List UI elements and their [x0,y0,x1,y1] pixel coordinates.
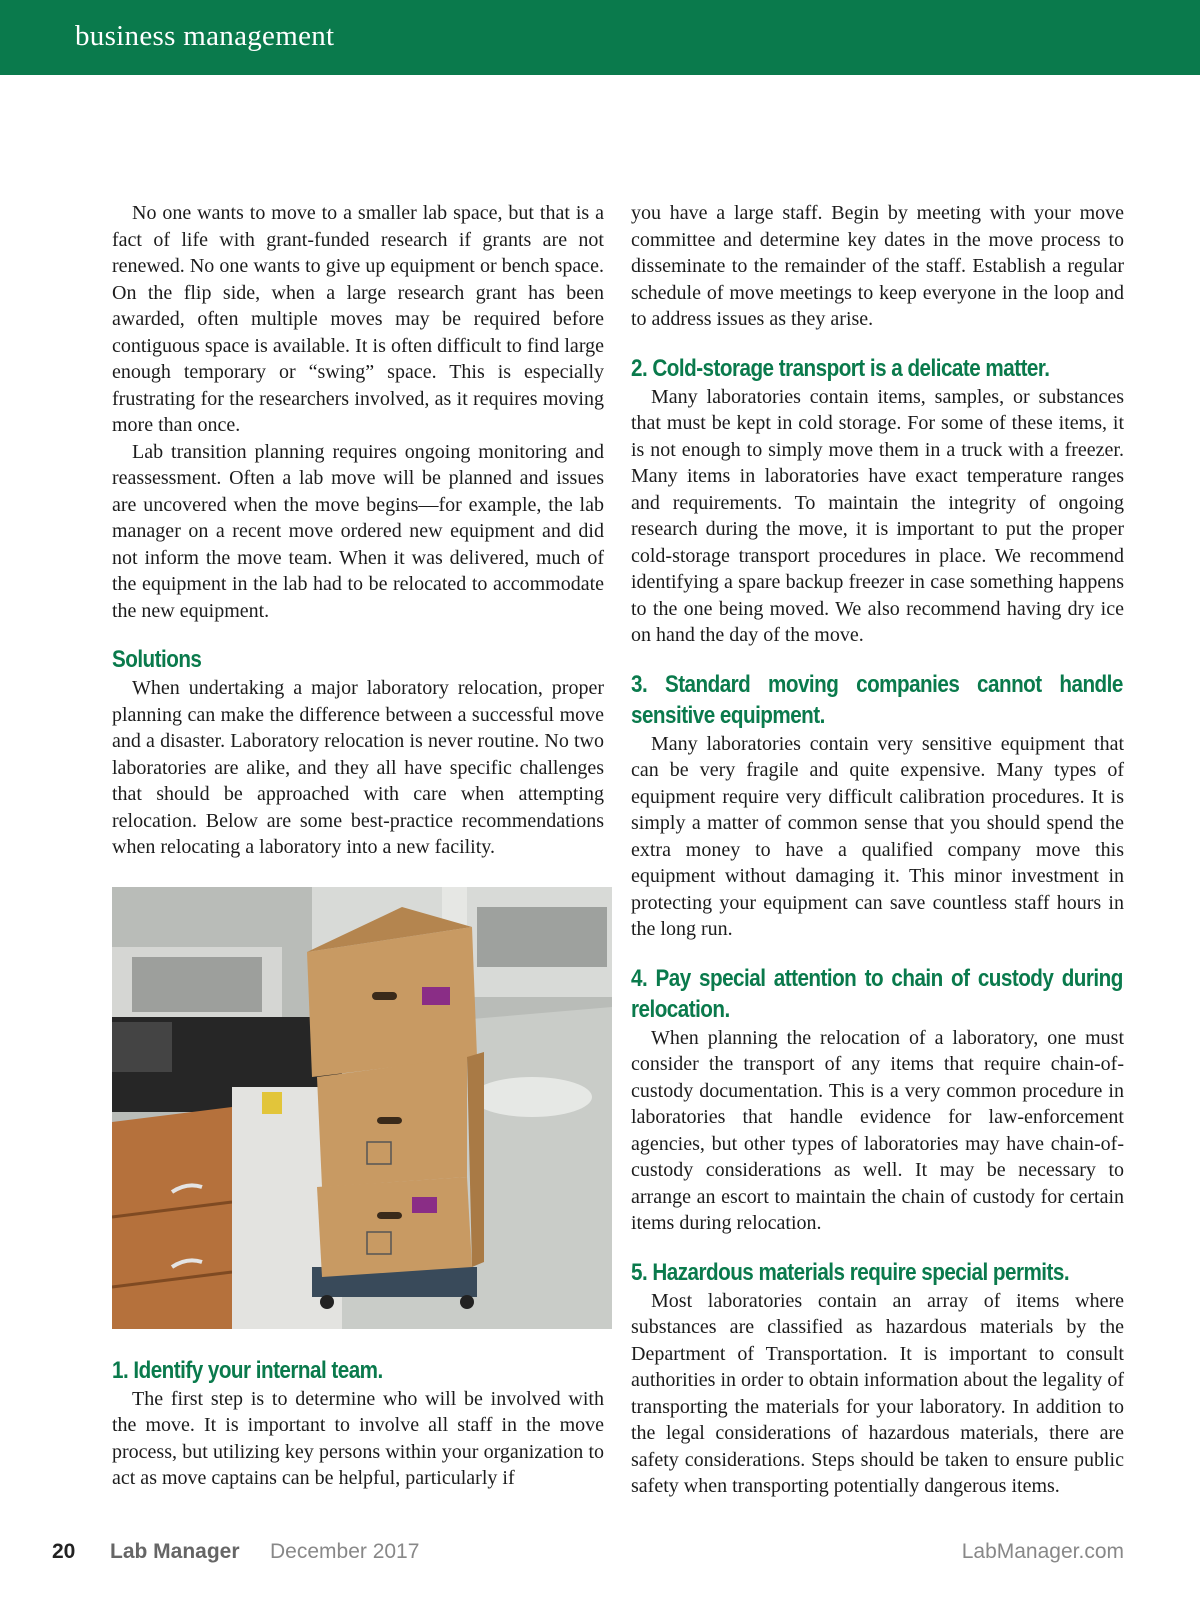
solutions-heading: Solutions [112,646,202,673]
section1-paragraph: The first step is to determine who will be involved with the move. It is important to involve all staff in the move process, but utilizing key persons within your organization to act as move captains can be helpful, particularly if [112,1387,604,1489]
issue-date: December 2017 [270,1540,420,1563]
page-number: 20 [52,1540,76,1563]
section3-paragraph: Many laboratories contain very sensitive equipment that can be very fragile and quite expensive. Many types of equipment require very difficult calibration procedures. It is simply a matter of common sense that you should spend the extra money to have a qualified company move this equipment without damaging it. This minor investment in protecting your equipment can save countless staff hours in the long run. [631,732,1124,940]
section3-heading: 3. Standard moving companies cannot handle sensitive equipment. [631,670,1123,729]
transition-paragraph: Lab transition planning requires ongoing monitoring and reassessment. Often a lab move will be planned and issues are uncovered when the move begins—for example, the lab manager on a recent move ordered new equipment and did not inform the move team. When it was delivered, much of the equipment in the lab had to be relocated to accommodate the new equipment. [112,440,604,622]
section-label: business management [75,20,335,52]
section5-heading: 5. Hazardous materials require special permits. [631,1258,1070,1286]
section-header-bar [0,0,1200,75]
solutions-paragraph: When undertaking a major laboratory relocation, proper planning can make the difference between a successful move and a disaster. Laboratory relocation is never routine. No two laboratories are alike, and they all have specific challenges that should be approached with care when attempting relocation. Below are some best-practice recommendations when relocating a laboratory into a new facility. [112,677,604,858]
section2-paragraph: Many laboratories contain items, samples, or substances that must be kept in cold storage. For some of these items, it is not enough to simply move them in a truck with a freezer. Many items in laboratories have exact temperature ranges and requirements. To maintain the integrity of ongoing research during the move, it is important to put the proper cold-storage transport procedures in place. We recommend identifying a spare backup freezer in case something happens to the one being moved. We also recommend having dry ice on hand the day of the move. [631,385,1124,646]
lab-boxes-photo [112,887,612,1329]
section5-paragraph: Most laboratories contain an array of items where substances are classified as hazardous materials by the Department of Transportation. It is important to consult authorities in order to obtain information about the legality of transporting the materials for your laboratory. In addition to the legal considerations of hazardous materials, there are safety considerations. Steps should be taken to ensure public safety when transporting potentially dangerous items. [631,1289,1124,1497]
right-column [631,200,1124,1500]
magazine-name: Lab Manager [110,1540,240,1563]
intro-paragraph: No one wants to move to a smaller lab space, but that is a fact of life with grant-funded research if grants are not renewed. No one wants to give up equipment or bench space. On the flip side, when a large research grant has been awarded, often multiple moves may be required before contiguous space is available. It is often difficult to find large enough temporary or “swing” space. This is especially frustrating for the researchers involved, as it requires moving more than once. [112,202,604,436]
section1-heading: 1. Identify your internal team. [112,1356,383,1384]
website-link[interactable]: LabManager.com [961,1540,1124,1563]
section4-heading: 4. Pay special attention to chain of custody during relocation. [631,964,1123,1023]
left-column [112,200,604,1492]
continuation-paragraph: you have a large staff. Begin by meeting with your move committee and determine key dates in the move process to disseminate to the remainder of the staff. Establish a regular schedule of move meetings to keep everyone in the loop and to address issues as they arise. [631,202,1124,330]
section2-heading: 2. Cold-storage transport is a delicate matter. [631,354,1050,382]
page-footer [52,1540,1124,1570]
section4-paragraph: When planning the relocation of a laboratory, one must consider the transport of any items that require chain-of-custody documentation. This is a very common procedure in laboratories that handle evidence for law-enforcement agencies, but other types of laboratories may have chain-of-custody considerations as well. It may be necessary to arrange an escort to maintain the chain of custody for certain items during relocation. [631,1026,1124,1234]
